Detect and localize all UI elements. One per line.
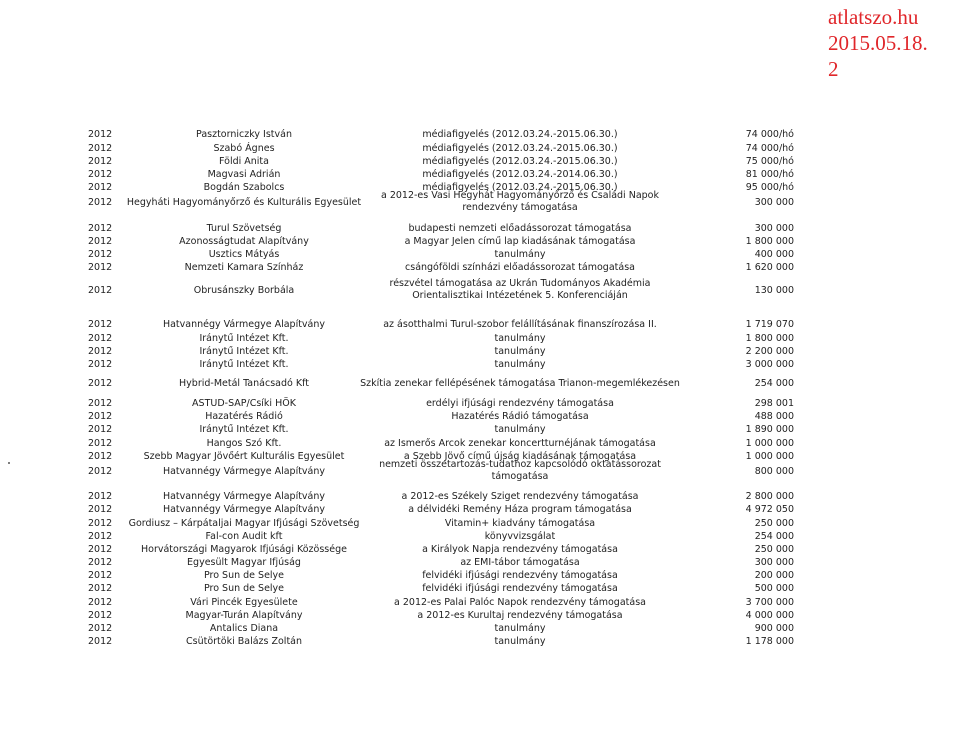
row-year: 2012 (88, 438, 113, 449)
row-year: 2012 (88, 249, 113, 260)
recipient-name: Iránytű Intézet Kft. (199, 346, 289, 357)
amount-value: 3 700 000 (745, 597, 794, 608)
row-year: 2012 (88, 544, 113, 555)
row-year: 2012 (88, 531, 113, 542)
stamp-site: atlatszo.hu (828, 5, 919, 29)
amount-value: 74 000/hó (745, 129, 794, 140)
row-year: 2012 (88, 285, 113, 296)
amount-value: 74 000/hó (745, 143, 794, 154)
amount-value: 488 000 (754, 411, 794, 422)
amount-value: 95 000/hó (745, 182, 794, 193)
amount-value: 2 200 000 (745, 346, 794, 357)
amount-value: 298 001 (754, 398, 794, 409)
purpose-description: tanulmány (494, 359, 546, 370)
recipient-name: Azonosságtudat Alapítvány (179, 236, 309, 247)
purpose-description: médiafigyelés (2012.03.24.-2014.06.30.) (422, 169, 618, 180)
row-year: 2012 (88, 451, 113, 462)
purpose-description: a Szebb Jövő című újság kiadásának támogatása (403, 451, 637, 462)
row-year: 2012 (88, 636, 113, 647)
row-year: 2012 (88, 223, 113, 234)
purpose-description: tanulmány (494, 333, 546, 344)
recipient-name: Fal-con Audit kft (205, 531, 283, 542)
purpose-description: a 2012-es Vasi Hegyhát Hagyományőrző és Családi Napok rendezvény támogatása (380, 190, 659, 213)
recipient-name: Antalics Diana (209, 623, 279, 634)
row-year: 2012 (88, 262, 113, 273)
amount-value: 1 620 000 (745, 262, 794, 273)
amount-value: 900 000 (754, 623, 794, 634)
row-year: 2012 (88, 597, 113, 608)
purpose-description: médiafigyelés (2012.03.24.-2015.06.30.) (422, 143, 618, 154)
amount-value: 1 000 000 (745, 438, 794, 449)
recipient-name: Hatvannégy Vármegye Alapítvány (162, 466, 326, 477)
row-year: 2012 (88, 411, 113, 422)
recipient-name: Hazatérés Rádió (205, 411, 283, 422)
recipient-name: Iránytű Intézet Kft. (199, 333, 289, 344)
row-year: 2012 (88, 557, 113, 568)
recipient-name: Nemzeti Kamara Színház (184, 262, 304, 273)
amount-value: 254 000 (754, 531, 794, 542)
purpose-description: a délvidéki Remény Háza program támogatása (408, 504, 632, 515)
row-year: 2012 (88, 359, 113, 370)
purpose-description: erdélyi ifjúsági rendezvény támogatása (426, 398, 614, 409)
purpose-description: nemzeti összetartozás-tudathoz kapcsolódó oktatássorozat támogatása (379, 459, 661, 482)
purpose-description: a 2012-es Kurultaj rendezvény támogatása (417, 610, 623, 621)
row-year: 2012 (88, 398, 113, 409)
stamp-date: 2015.05.18. (828, 31, 928, 55)
recipient-name: Magyar-Turán Alapítvány (185, 610, 303, 621)
amount-value: 1 000 000 (745, 451, 794, 462)
amount-value: 254 000 (754, 378, 794, 389)
amount-value: 300 000 (754, 223, 794, 234)
purpose-description: az ásotthalmi Turul-szobor felállításának finanszírozása II. (383, 319, 657, 330)
purpose-description: részvétel támogatása az Ukrán Tudományos Akadémia Orientalisztikai Intézetének 5. Konferenciáján (389, 278, 651, 301)
recipient-name: Gordiusz – Kárpátaljai Magyar Ifjúsági Szövetség (128, 518, 360, 529)
recipient-name: Iránytű Intézet Kft. (199, 359, 289, 370)
purpose-description: tanulmány (494, 623, 546, 634)
recipient-name: Szebb Magyar Jövőért Kulturális Egyesület (143, 451, 345, 462)
recipient-name: ASTUD-SAP/Csíki HÖK (192, 398, 296, 409)
recipient-name: Hatvannégy Vármegye Alapítvány (162, 504, 326, 515)
purpose-description: a Királyok Napja rendezvény támogatása (422, 544, 618, 555)
row-year: 2012 (88, 346, 113, 357)
row-year: 2012 (88, 378, 113, 389)
row-year: 2012 (88, 623, 113, 634)
amount-value: 1 178 000 (745, 636, 794, 647)
amount-value: 2 800 000 (745, 491, 794, 502)
amount-value: 400 000 (754, 249, 794, 260)
purpose-description: Hazatérés Rádió támogatása (451, 411, 589, 422)
recipient-name: Iránytű Intézet Kft. (199, 424, 289, 435)
amount-value: 4 972 050 (745, 504, 794, 515)
row-year: 2012 (88, 129, 113, 140)
recipient-name: Pro Sun de Selye (203, 583, 285, 594)
recipient-name: Pro Sun de Selye (203, 570, 285, 581)
row-year: 2012 (88, 197, 113, 208)
purpose-description: a 2012-es Székely Sziget rendezvény támogatása (401, 491, 639, 502)
amount-value: 250 000 (754, 518, 794, 529)
row-year: 2012 (88, 169, 113, 180)
purpose-description: tanulmány (494, 249, 546, 260)
amount-value: 200 000 (754, 570, 794, 581)
recipient-name: Turul Szövetség (206, 223, 282, 234)
recipient-name: Vári Pincék Egyesülete (190, 597, 298, 608)
purpose-description: médiafigyelés (2012.03.24.-2015.06.30.) (422, 156, 618, 167)
purpose-description: tanulmány (494, 636, 546, 647)
recipient-name: Hybrid-Metál Tanácsadó Kft (179, 378, 309, 389)
recipient-name: Hangos Szó Kft. (206, 438, 282, 449)
amount-value: 4 000 000 (745, 610, 794, 621)
amount-value: 81 000/hó (745, 169, 794, 180)
purpose-description: budapesti nemzeti előadássorozat támogatása (408, 223, 632, 234)
row-year: 2012 (88, 319, 113, 330)
stamp-page: 2 (828, 57, 839, 81)
purpose-description: médiafigyelés (2012.03.24.-2015.06.30.) (422, 129, 618, 140)
row-year: 2012 (88, 570, 113, 581)
row-year: 2012 (88, 143, 113, 154)
purpose-description: az EMI-tábor támogatása (460, 557, 580, 568)
row-year: 2012 (88, 610, 113, 621)
amount-value: 250 000 (754, 544, 794, 555)
row-year: 2012 (88, 491, 113, 502)
purpose-description: csángóföldi színházi előadássorozat támogatása (405, 262, 635, 273)
amount-value: 300 000 (754, 197, 794, 208)
row-year: 2012 (88, 424, 113, 435)
purpose-description: könyvvizsgálat (484, 531, 556, 542)
recipient-name: Bogdán Szabolcs (203, 182, 285, 193)
amount-value: 500 000 (754, 583, 794, 594)
row-year: 2012 (88, 583, 113, 594)
amount-value: 800 000 (754, 466, 794, 477)
recipient-name: Horvátországi Magyarok Ifjúsági Közössége (141, 544, 347, 555)
purpose-description: tanulmány (494, 346, 546, 357)
recipient-name: Hatvannégy Vármegye Alapítvány (162, 319, 326, 330)
recipient-name: Szabó Ágnes (213, 143, 275, 154)
purpose-description: az Ismerős Arcok zenekar koncertturnéjának támogatása (384, 438, 656, 449)
row-year: 2012 (88, 504, 113, 515)
amount-value: 1 800 000 (745, 333, 794, 344)
purpose-description: a Magyar Jelen című lap kiadásának támogatása (404, 236, 636, 247)
purpose-description: Szkítia zenekar fellépésének támogatása Trianon-megemlékezésen (360, 378, 680, 389)
amount-value: 130 000 (754, 285, 794, 296)
recipient-name: Csütörtöki Balázs Zoltán (185, 636, 303, 647)
amount-value: 1 719 070 (745, 319, 794, 330)
row-year: 2012 (88, 466, 113, 477)
purpose-description: a 2012-es Palai Palóc Napok rendezvény támogatása (394, 597, 646, 608)
purpose-description: tanulmány (494, 424, 546, 435)
purpose-description: felvidéki ifjúsági rendezvény támogatása (422, 570, 618, 581)
purpose-description: felvidéki ifjúsági rendezvény támogatása (422, 583, 618, 594)
amount-value: 3 000 000 (745, 359, 794, 370)
recipient-name: Magvasi Adrián (207, 169, 281, 180)
recipient-name: Hegyháti Hagyományőrző és Kulturális Egyesület (126, 197, 362, 208)
row-year: 2012 (88, 333, 113, 344)
recipient-name: Usztics Mátyás (208, 249, 280, 260)
recipient-name: Egyesült Magyar Ifjúság (187, 557, 301, 568)
recipient-name: Pasztorniczky István (196, 129, 292, 140)
amount-value: 1 890 000 (745, 424, 794, 435)
recipient-name: Földi Anita (219, 156, 269, 167)
recipient-name: Obrusánszky Borbála (193, 285, 295, 296)
amount-value: 75 000/hó (745, 156, 794, 167)
recipient-name: Hatvannégy Vármegye Alapítvány (162, 491, 326, 502)
row-year: 2012 (88, 236, 113, 247)
purpose-description: médiafigyelés (2012.03.24.-2015.06.30.) (422, 182, 618, 193)
row-year: 2012 (88, 156, 113, 167)
amount-value: 300 000 (754, 557, 794, 568)
purpose-description: Vitamin+ kiadvány támogatása (444, 518, 596, 529)
row-year: 2012 (88, 182, 113, 193)
amount-value: 1 800 000 (745, 236, 794, 247)
row-year: 2012 (88, 518, 113, 529)
